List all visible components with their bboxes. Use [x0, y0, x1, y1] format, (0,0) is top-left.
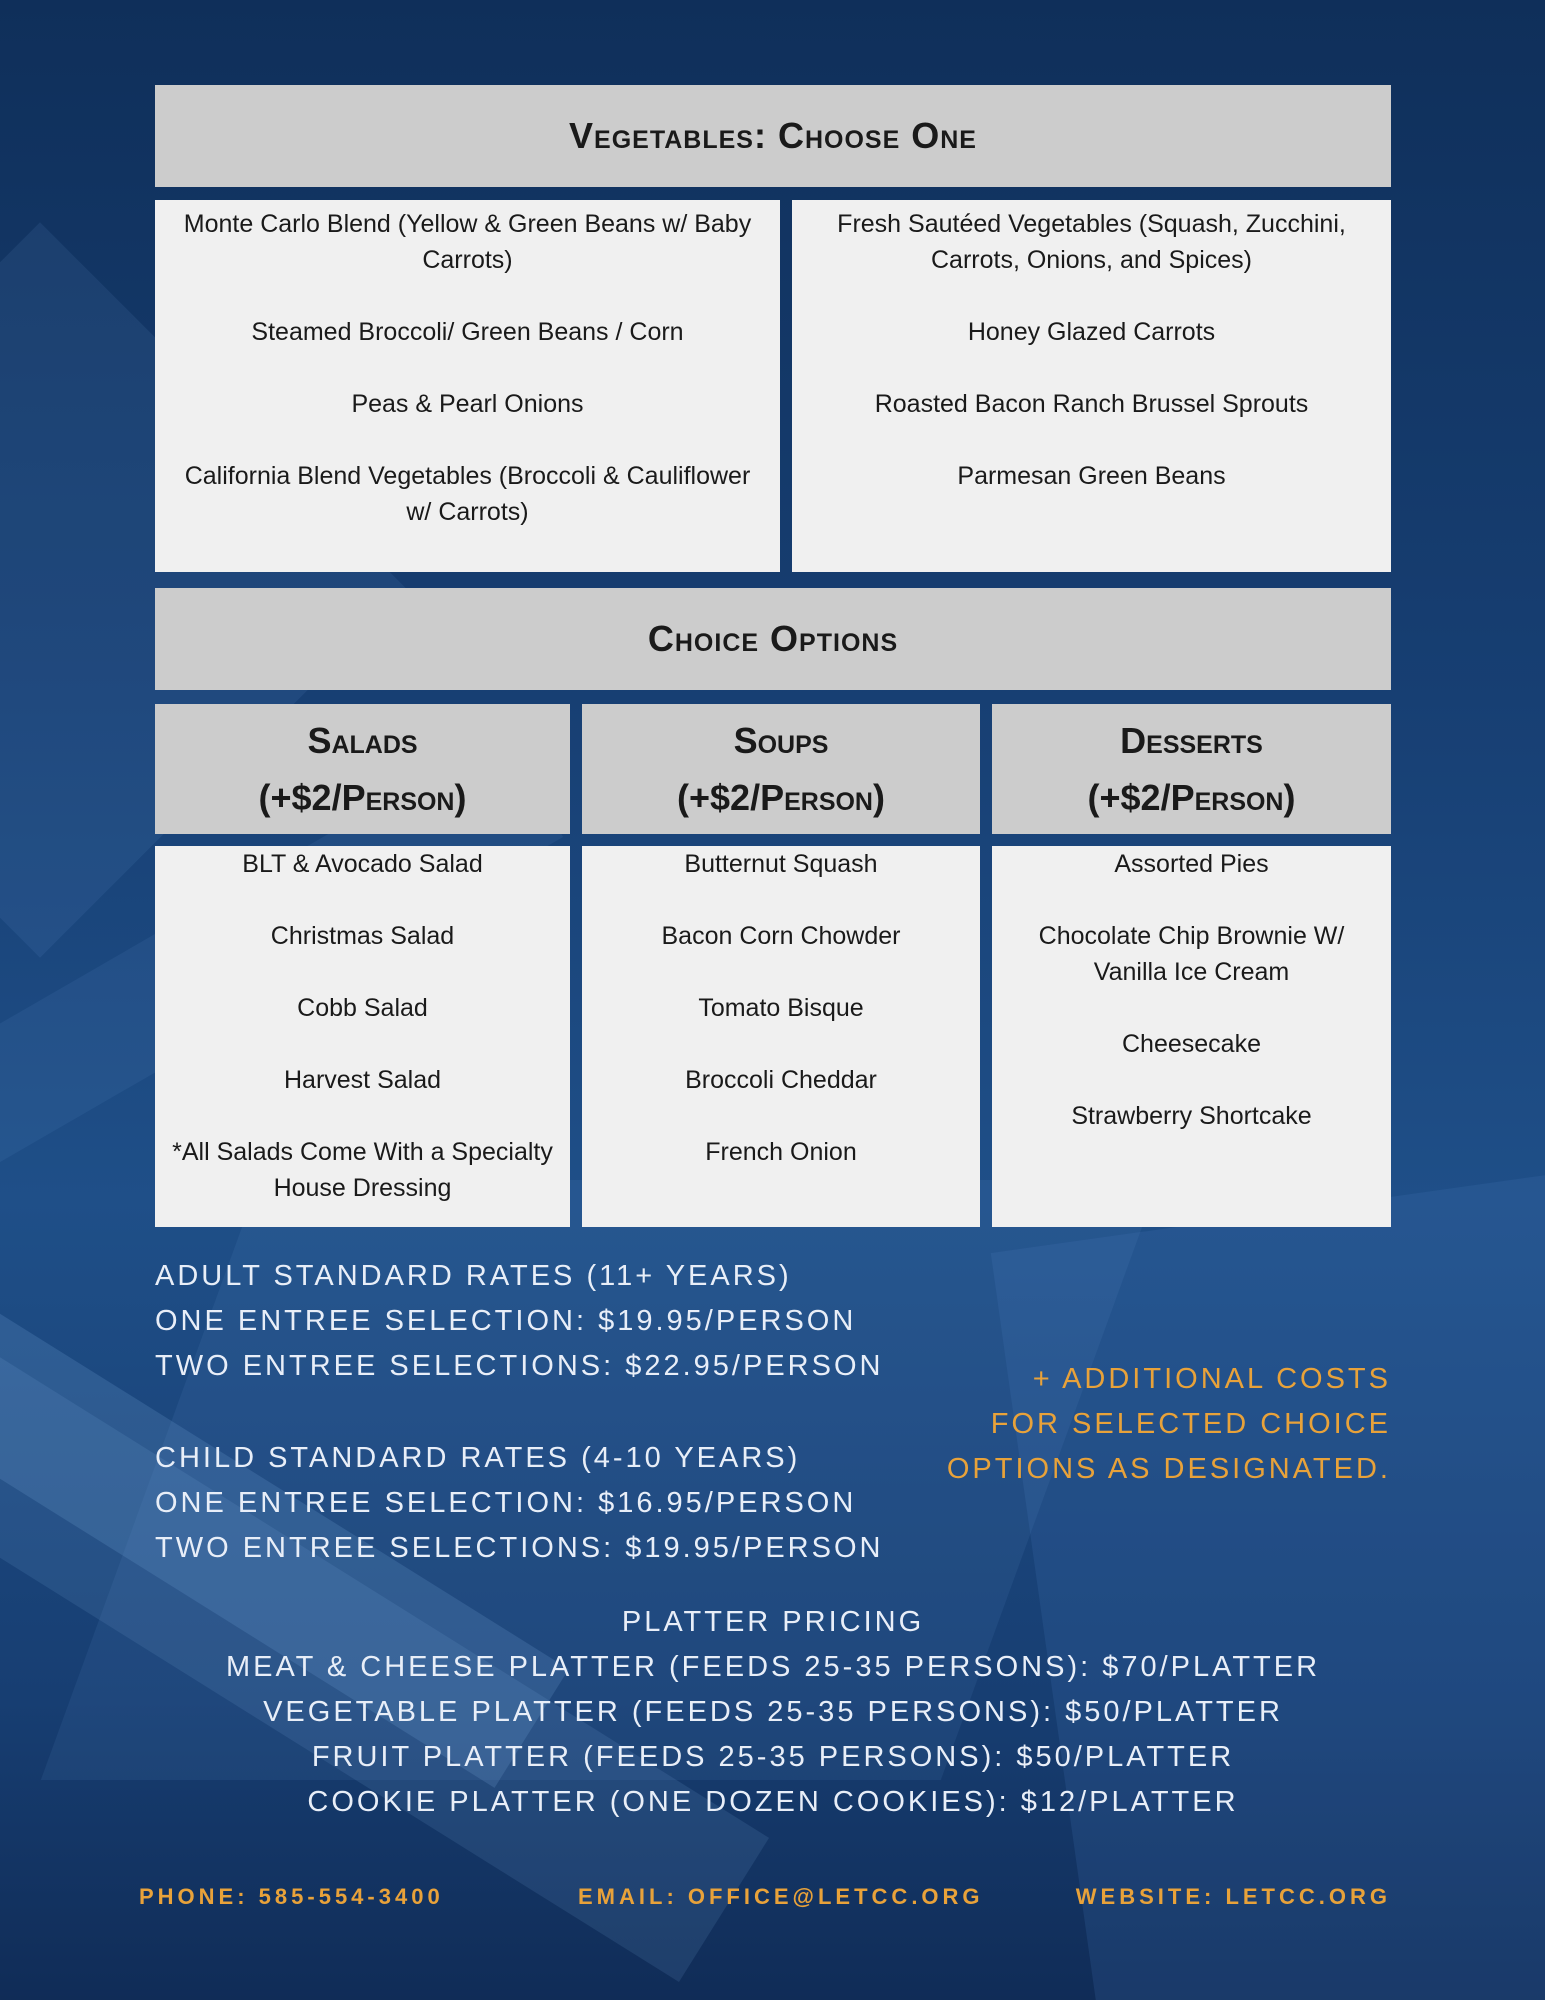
- list-item: FRUIT PLATTER (FEEDS 25-35 PERSONS): $50/PLATTER: [311, 1741, 1235, 1773]
- list-item: Tomato Bisque: [698, 994, 864, 1022]
- salads-price: (+$2/Person): [258, 777, 467, 818]
- salads-header: [155, 704, 570, 834]
- adult-two-entree: TWO ENTREE SELECTIONS: $22.95/PERSON: [155, 1350, 884, 1382]
- list-item: Honey Glazed Carrots: [967, 318, 1216, 346]
- list-item: Butternut Squash: [684, 850, 878, 878]
- list-item: VEGETABLE PLATTER (FEEDS 25-35 PERSONS): $50/PLATTER: [263, 1696, 1283, 1728]
- soups-price: (+$2/Person): [677, 777, 885, 818]
- list-item: Steamed Broccoli/ Green Beans / Corn: [251, 318, 684, 346]
- list-item: Monte Carlo Blend (Yellow & Green Beans w/ Baby Carrots): [183, 210, 752, 274]
- list-item: Harvest Salad: [283, 1066, 442, 1094]
- salads-footnote: *All Salads Come With a Specialty House Dressing: [172, 1138, 553, 1202]
- desserts-panel: [992, 846, 1391, 1227]
- list-item: Strawberry Shortcake: [1071, 1102, 1312, 1130]
- adult-rates-heading: ADULT STANDARD RATES (11+ YEARS): [155, 1260, 792, 1292]
- note-line: + ADDITIONAL COSTS: [1032, 1363, 1391, 1395]
- child-rates: [155, 1436, 883, 1571]
- soups-title: Soups: [733, 720, 829, 761]
- desserts-header: [992, 704, 1391, 834]
- footer-email: EMAIL: OFFICE@LETCC.ORG: [578, 1884, 984, 1909]
- list-item: Peas & Pearl Onions: [351, 390, 584, 418]
- list-item: French Onion: [705, 1138, 857, 1166]
- note-line: FOR SELECTED CHOICE: [990, 1408, 1391, 1440]
- adult-rates: [155, 1254, 883, 1389]
- list-item: Chocolate Chip Brownie W/ Vanilla Ice Cream: [1038, 922, 1345, 986]
- child-two-entree: TWO ENTREE SELECTIONS: $19.95/PERSON: [155, 1532, 884, 1564]
- footer-website: WEBSITE: LETCC.ORG: [1075, 1884, 1391, 1909]
- list-item: California Blend Vegetables (Broccoli & Cauliflower w/ Carrots): [184, 462, 751, 526]
- adult-one-entree: ONE ENTREE SELECTION: $19.95/PERSON: [155, 1305, 857, 1337]
- salads-title: Salads: [307, 720, 418, 761]
- vegetables-left-panel: [155, 200, 780, 572]
- list-item: Christmas Salad: [270, 922, 455, 950]
- soups-panel: [582, 846, 980, 1227]
- child-rates-heading: CHILD STANDARD RATES (4-10 YEARS): [155, 1442, 801, 1474]
- note-line: OPTIONS AS DESIGNATED.: [946, 1453, 1391, 1485]
- platter-pricing-heading: PLATTER PRICING: [621, 1606, 925, 1638]
- salads-panel: [155, 846, 570, 1227]
- list-item: Bacon Corn Chowder: [661, 922, 901, 950]
- additional-costs-note: [947, 1357, 1391, 1492]
- list-item: COOKIE PLATTER (ONE DOZEN COOKIES): $12/PLATTER: [307, 1786, 1239, 1818]
- desserts-price: (+$2/Person): [1087, 777, 1296, 818]
- list-item: Cobb Salad: [297, 994, 428, 1022]
- footer-phone: PHONE: 585-554-3400: [139, 1884, 444, 1909]
- desserts-title: Desserts: [1120, 720, 1263, 761]
- child-one-entree: ONE ENTREE SELECTION: $16.95/PERSON: [155, 1487, 857, 1519]
- list-item: MEAT & CHEESE PLATTER (FEEDS 25-35 PERSONS): $70/PLATTER: [225, 1651, 1321, 1683]
- list-item: Fresh Sautéed Vegetables (Squash, Zucchini, Carrots, Onions, and Spices): [837, 210, 1346, 274]
- vegetables-header: Vegetables: Choose One: [155, 85, 1391, 187]
- list-item: Assorted Pies: [1114, 850, 1269, 878]
- soups-header: [582, 704, 980, 834]
- list-item: Broccoli Cheddar: [685, 1066, 877, 1094]
- list-item: Roasted Bacon Ranch Brussel Sprouts: [874, 390, 1309, 418]
- platter-pricing: [155, 1600, 1391, 1825]
- list-item: Parmesan Green Beans: [957, 462, 1226, 490]
- list-item: BLT & Avocado Salad: [242, 850, 483, 878]
- list-item: Cheesecake: [1122, 1030, 1261, 1058]
- choice-options-header: Choice Options: [155, 588, 1391, 690]
- vegetables-right-panel: [792, 200, 1391, 572]
